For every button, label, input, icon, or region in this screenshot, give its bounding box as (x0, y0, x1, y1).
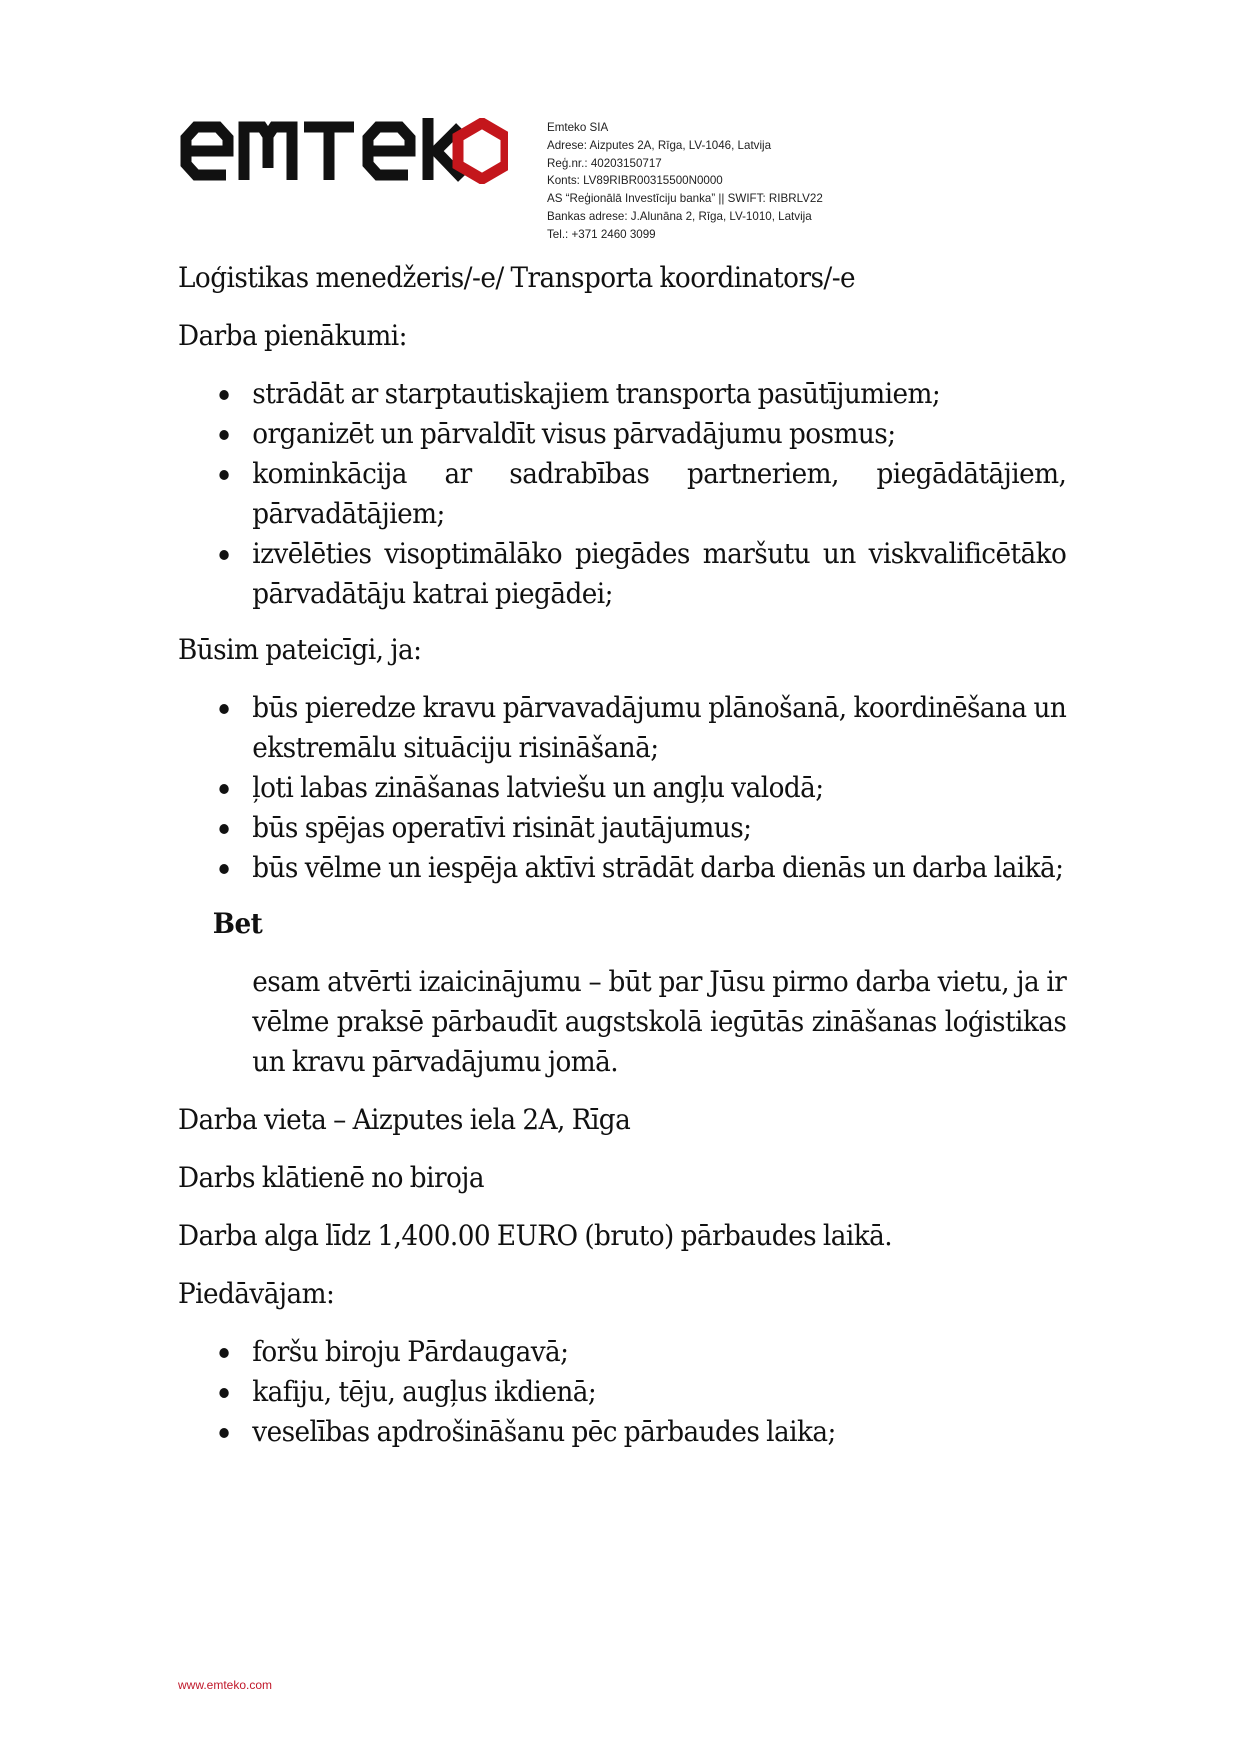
company-phone: Tel.: +371 2460 3099 (547, 227, 656, 241)
company-reg-number: Reģ.nr.: 40203150717 (547, 156, 662, 170)
bet-heading: Bet (212, 907, 263, 940)
list-item: kafiju, tēju, augļus ikdienā; (178, 1372, 1066, 1412)
requirements-list (178, 688, 1066, 888)
company-name: Emteko SIA (547, 121, 609, 134)
company-account: Konts: LV89RIBR00315500N0000 (547, 174, 723, 188)
company-address: Adrese: Aizputes 2A, Rīga, LV-1046, Latvija (547, 138, 772, 152)
list-item: būs pieredze kravu pārvavadājumu plānošanā, koordinēšana un ekstremālu situāciju risināšanā; (178, 688, 1066, 768)
list-item: būs spējas operatīvi risināt jautājumus; (178, 808, 1066, 848)
list-item: ļoti labas zināšanas latviešu un angļu valodā; (178, 768, 1066, 808)
duties-label: Darba pienākumi: (178, 319, 407, 352)
requirements-label: Būsim pateicīgi, ja: (178, 633, 422, 666)
list-item: būs vēlme un iespēja aktīvi strādāt darba dienās un darba laikā; (178, 848, 1066, 888)
company-bank: AS “Reģionālā Investīciju banka” || SWIFT: RIBRLV22 (547, 192, 823, 206)
list-item: izvēlēties visoptimālāko piegādes maršutu un viskvalificētāko pārvadātāju katrai piegādei; (178, 534, 1066, 614)
logo-wordmark-icon (178, 118, 508, 184)
document-body (178, 258, 1066, 1468)
emteko-logo (178, 118, 508, 184)
offer-label: Piedāvājam: (178, 1277, 335, 1310)
duties-list (178, 374, 1066, 614)
job-title: Loģistikas menedžeris/-e/ Transporta koordinators/-e (178, 261, 856, 294)
bet-paragraph: esam atvērti izaicinājumu – būt par Jūsu pirmo darba vietu, ja ir vēlme praksē pārbaudīt augstskolā iegūtās zināšanas loģistikas un kravu pārvadājumu jomā. (252, 965, 1067, 1078)
workplace-line: Darba vieta – Aizputes iela 2A, Rīga (178, 1103, 631, 1136)
list-item: organizēt un pārvaldīt visus pārvadājumu posmus; (178, 414, 1066, 454)
footer-website-link[interactable]: www.emteko.com (178, 1678, 273, 1692)
list-item: kominkācija ar sadrabības partneriem, piegādātājiem, pārvadātājiem; (178, 454, 1066, 534)
list-item: strādāt ar starptautiskajiem transporta pasūtījumiem; (178, 374, 1066, 414)
list-item: foršu biroju Pārdaugavā; (178, 1332, 1066, 1372)
offer-list (178, 1332, 1066, 1452)
work-mode-line: Darbs klātienē no biroja (178, 1161, 484, 1194)
salary-line: Darba alga līdz 1,400.00 EURO (bruto) pārbaudes laikā. (178, 1219, 893, 1252)
list-item: veselības apdrošināšanu pēc pārbaudes laika; (178, 1412, 1066, 1452)
company-info-block (547, 119, 823, 244)
company-bank-address: Bankas adrese: J.Alunāna 2, Rīga, LV-1010, Latvija (547, 209, 812, 223)
